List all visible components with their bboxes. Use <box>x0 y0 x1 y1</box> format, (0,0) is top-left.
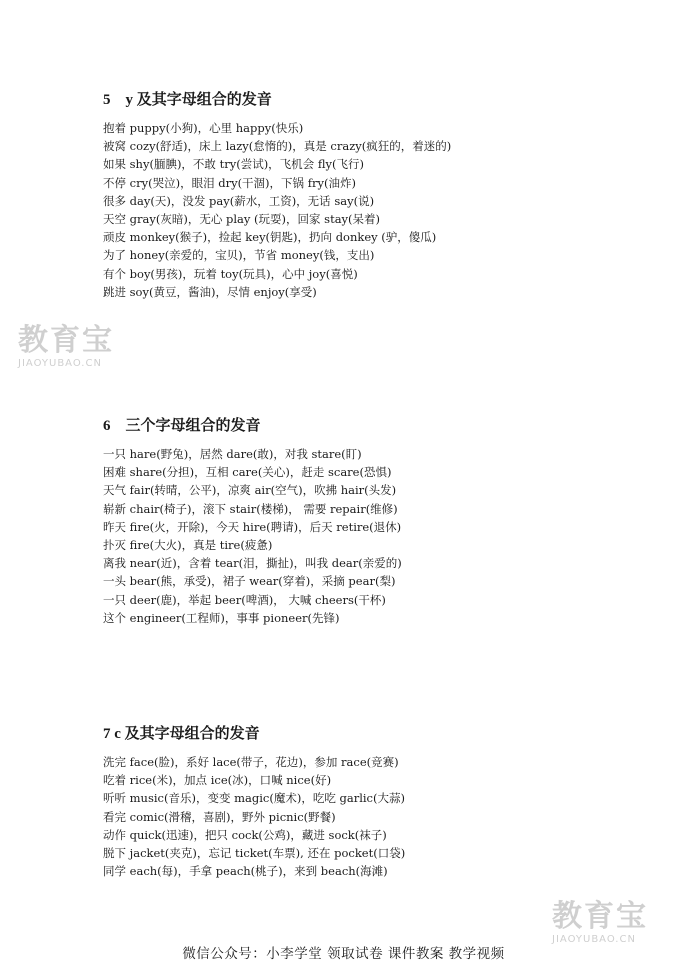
section-three-letter <box>103 416 663 627</box>
rhyme-line: 抱着 puppy(小狗)，心里 happy(快乐) <box>103 121 304 135</box>
section-c <box>103 724 663 880</box>
page-footer: 微信公众号：小李学堂 领取试卷 课件教案 教学视频 <box>182 946 505 962</box>
rhyme-line: 离我 near(近)，含着 tear(泪，撕扯)，叫我 dear(亲爱的) <box>103 556 402 571</box>
rhyme-line: 天气 fair(转晴，公平)，凉爽 air(空气)，吹拂 hair(头发) <box>103 483 397 498</box>
rhyme-line: 一只 deer(鹿)，举起 beer(啤酒)， 大喊 cheers(干杯) <box>103 592 386 607</box>
rhyme-line: 吃着 rice(米)，加点 ice(冰)，口喊 nice(好) <box>103 773 332 788</box>
rhyme-line: 昨天 fire(火，开除)，今天 hire(聘请)，后天 retire(退休) <box>103 519 402 534</box>
watermark-logo <box>18 324 114 370</box>
rhyme-line: 一只 hare(野兔)，居然 dare(敢)，对我 stare(盯) <box>103 447 362 461</box>
rhyme-line: 扑灭 fire(大火)，真是 tire(疲惫) <box>103 538 273 553</box>
rhyme-line: 一头 bear(熊，承受)，裙子 wear(穿着)，采摘 pear(梨) <box>103 574 396 589</box>
rhyme-line: 有个 boy(男孩)，玩着 toy(玩具)，心中 joy(喜悦) <box>103 266 358 281</box>
rhyme-line: 顽皮 monkey(猴子)，捡起 key(钥匙)，扔向 donkey (驴，傻瓜) <box>103 230 437 245</box>
rhyme-line: 洗完 face(脸)，系好 lace(带子，花边)，参加 race(竞赛) <box>103 755 399 769</box>
rhyme-line: 被窝 cozy(舒适)，床上 lazy(怠惰的)，真是 crazy(疯狂的，着迷的) <box>103 139 452 154</box>
rhyme-line: 同学 each(每)，手拿 peach(桃子)，来到 beach(海滩) <box>103 864 388 879</box>
watermark-logo <box>552 900 648 946</box>
rhyme-line: 这个 engineer(工程师)，事事 pioneer(先锋) <box>103 610 340 625</box>
section-heading: 7 c 及其字母组合的发音 <box>103 726 260 742</box>
section-heading: 5 y 及其字母组合的发音 <box>103 92 272 108</box>
watermark-url: JIAOYUBAO.CN <box>552 934 636 945</box>
rhyme-line: 跳进 soy(黄豆，酱油)，尽情 enjoy(享受) <box>103 284 317 299</box>
rhyme-line: 困难 share(分担)，互相 care(关心)，赶走 scare(恐惧) <box>103 465 392 480</box>
rhyme-line: 脱下 jacket(夹克)，忘记 ticket(车票), 还在 pocket(口袋) <box>103 846 406 861</box>
watermark-logo-text: 教育宝 <box>18 323 114 358</box>
rhyme-list <box>103 119 663 301</box>
rhyme-line: 很多 day(天)，没发 pay(薪水，工资)，无话 say(说) <box>103 193 375 208</box>
rhyme-line: 为了 honey(亲爱的，宝贝)，节省 money(钱，支出) <box>103 248 375 263</box>
rhyme-line: 不停 cry(哭泣)，眼泪 dry(干涸)，下锅 fry(油炸) <box>103 175 356 190</box>
rhyme-line: 听听 music(音乐)，变变 magic(魔术)，吃吃 garlic(大蒜) <box>103 791 405 806</box>
rhyme-line: 如果 shy(腼腆)，不敢 try(尝试)，飞机会 fly(飞行) <box>103 157 364 172</box>
section-y <box>103 90 663 301</box>
rhyme-list <box>103 753 663 880</box>
rhyme-line: 动作 quick(迅速)，把只 cock(公鸡)，藏进 sock(袜子) <box>103 827 387 842</box>
section-heading: 6 三个字母组合的发音 <box>103 418 261 434</box>
rhyme-line: 天空 gray(灰暗)，无心 play (玩耍)，回家 stay(呆着) <box>103 212 381 227</box>
watermark-url: JIAOYUBAO.CN <box>18 358 102 369</box>
rhyme-line: 看完 comic(滑稽，喜剧)，野外 picnic(野餐) <box>103 809 336 824</box>
rhyme-list <box>103 445 663 627</box>
rhyme-line: 崭新 chair(椅子)，滚下 stair(楼梯)， 需要 repair(维修) <box>103 501 398 516</box>
watermark-logo-text: 教育宝 <box>552 899 648 934</box>
